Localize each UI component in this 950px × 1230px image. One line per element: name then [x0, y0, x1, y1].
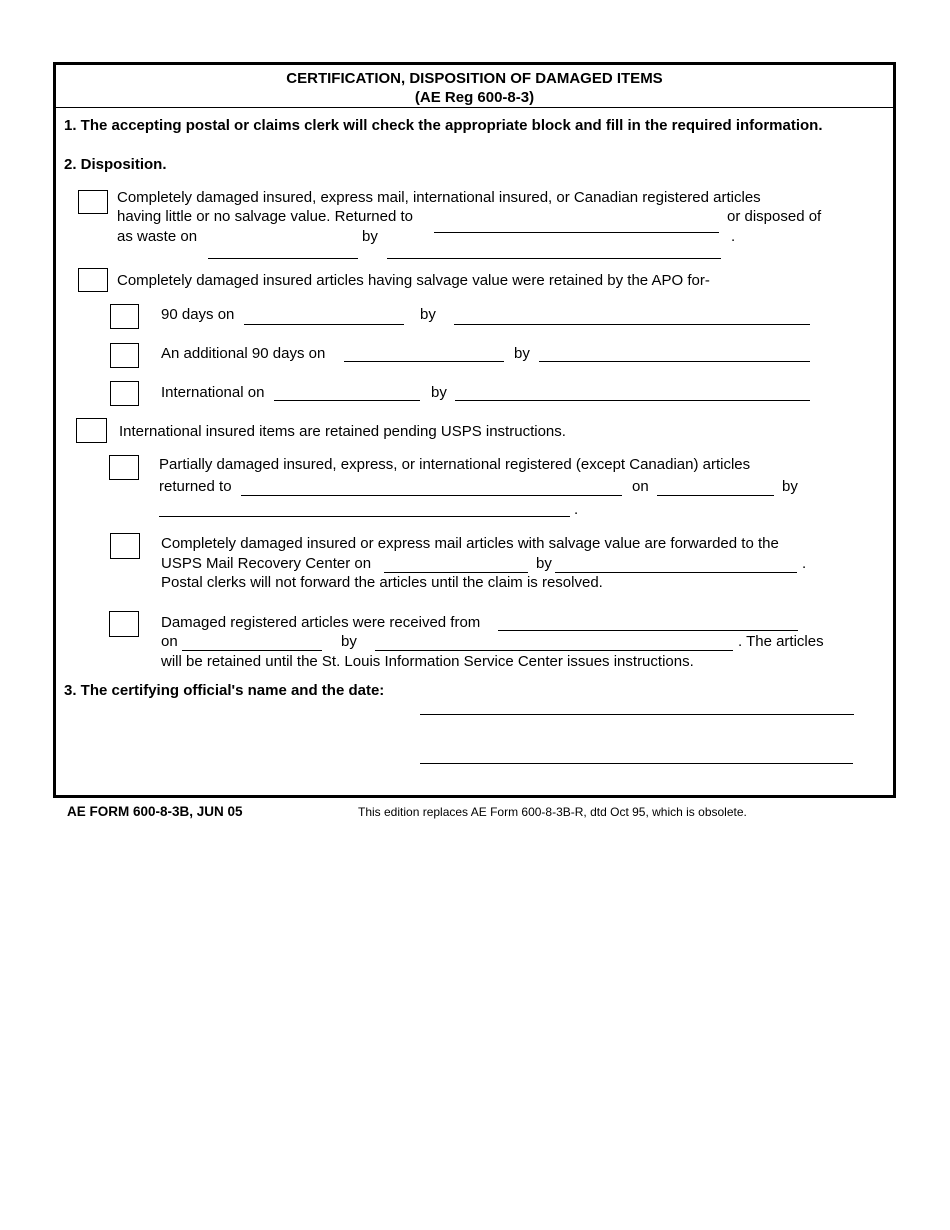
additional-90-days-date-field[interactable]	[344, 361, 504, 362]
forwarded-line1: Completely damaged insured or express mail articles with salvage value are forwarded to the	[161, 535, 779, 552]
partially-date-field[interactable]	[657, 495, 774, 496]
checkbox-forwarded-to-recovery[interactable]	[110, 533, 140, 559]
instruction-item-1: 1. The accepting postal or claims clerk will check the appropriate block and fill in the required information.	[64, 117, 823, 134]
received-from-field[interactable]	[498, 630, 798, 631]
checkbox-registered-received[interactable]	[109, 611, 139, 637]
international-by: by	[431, 384, 447, 401]
registered-line3: will be retained until the St. Louis Information Service Center issues instructions.	[161, 653, 694, 670]
received-date-field[interactable]	[182, 650, 322, 651]
disposition-heading: 2. Disposition.	[64, 156, 167, 173]
checkbox-retained-by-apo[interactable]	[78, 268, 108, 292]
waste-by-field[interactable]	[387, 258, 721, 259]
partially-damaged-by: by	[782, 478, 798, 495]
form-subtitle: (AE Reg 600-8-3)	[414, 89, 535, 106]
partially-returned-to-field[interactable]	[241, 495, 622, 496]
additional-90-days-by: by	[514, 345, 530, 362]
international-date-field[interactable]	[274, 400, 420, 401]
received-by-field[interactable]	[375, 650, 733, 651]
opt-a-line2-post: or disposed of	[727, 208, 822, 225]
checkbox-international[interactable]	[110, 381, 139, 406]
opt-a-end: .	[731, 228, 736, 245]
forwarded-by: by	[536, 555, 552, 572]
partially-by-field[interactable]	[159, 516, 570, 517]
registered-line1: Damaged registered articles were received from	[161, 614, 481, 631]
recovery-date-field[interactable]	[384, 572, 528, 573]
recovery-by-field[interactable]	[555, 572, 797, 573]
partially-damaged-line2: returned to	[159, 478, 232, 495]
international-label: International on	[161, 384, 265, 401]
opt-b-text: Completely damaged insured articles having salvage value were retained by the APO for-	[117, 272, 710, 289]
ninety-days-by-field[interactable]	[454, 324, 810, 325]
partially-damaged-end: .	[574, 501, 579, 518]
forwarded-line3: Postal clerks will not forward the articles until the claim is resolved.	[161, 574, 603, 591]
international-by-field[interactable]	[455, 400, 810, 401]
certifying-official-heading: 3. The certifying official's name and the date:	[64, 682, 385, 699]
registered-on: on	[161, 633, 178, 650]
form-identifier: AE FORM 600-8-3B, JUN 05	[67, 804, 243, 819]
registered-end: . The articles	[738, 633, 824, 650]
certification-date-field[interactable]	[420, 763, 853, 764]
forwarded-end: .	[802, 555, 807, 572]
additional-90-days-label: An additional 90 days on	[161, 345, 326, 362]
checkbox-partially-damaged[interactable]	[109, 455, 139, 480]
ninety-days-by: by	[420, 306, 436, 323]
opt-a-line3: as waste on	[117, 228, 198, 245]
opt-c-text: International insured items are retained pending USPS instructions.	[119, 423, 566, 440]
ninety-days-date-field[interactable]	[244, 324, 404, 325]
forwarded-line2: USPS Mail Recovery Center on	[161, 555, 372, 572]
checkbox-returned-or-disposed[interactable]	[78, 190, 108, 214]
opt-a-line2: having little or no salvage value. Returned to	[117, 208, 414, 225]
official-name-field[interactable]	[420, 714, 854, 715]
returned-to-field[interactable]	[434, 232, 719, 233]
header-divider	[56, 107, 893, 108]
registered-by: by	[341, 633, 357, 650]
partially-damaged-line1: Partially damaged insured, express, or international registered (except Canadian) articles	[159, 456, 751, 473]
ninety-days-label: 90 days on	[161, 306, 235, 323]
form-title: CERTIFICATION, DISPOSITION OF DAMAGED ITEMS	[286, 70, 663, 87]
opt-a-by: by	[362, 228, 378, 245]
opt-a-line1: Completely damaged insured, express mail, international insured, or Canadian registered articles	[117, 189, 761, 206]
checkbox-pending-usps[interactable]	[76, 418, 107, 443]
edition-note: This edition replaces AE Form 600-8-3B-R, dtd Oct 95, which is obsolete.	[358, 805, 747, 819]
partially-damaged-on: on	[632, 478, 649, 495]
waste-date-field[interactable]	[208, 258, 358, 259]
checkbox-additional-90-days[interactable]	[110, 343, 139, 368]
checkbox-90-days[interactable]	[110, 304, 139, 329]
additional-90-days-by-field[interactable]	[539, 361, 810, 362]
